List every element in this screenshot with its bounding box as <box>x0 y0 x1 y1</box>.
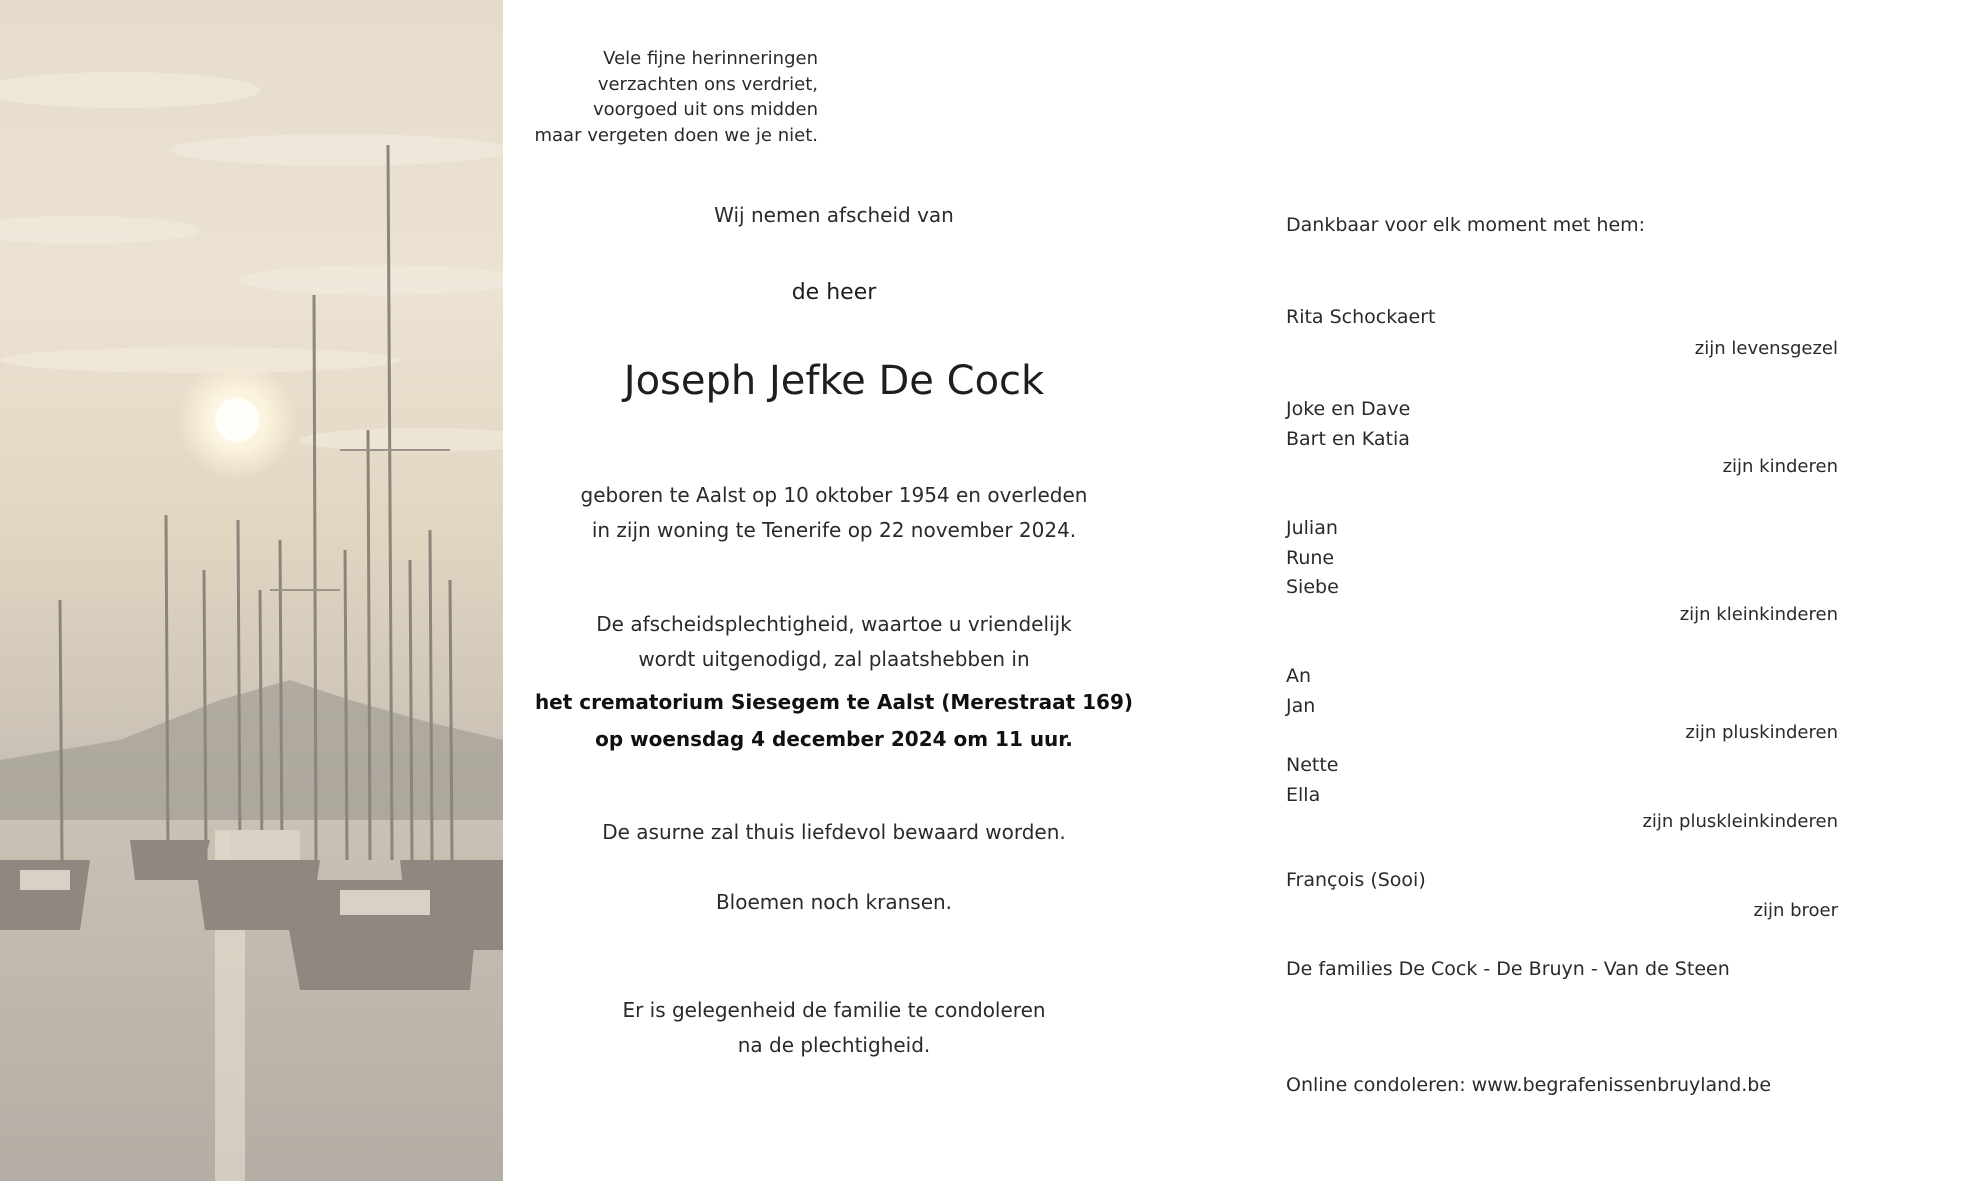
family-role: zijn pluskinderen <box>1685 722 1838 743</box>
birth-death-text <box>532 478 1136 548</box>
ceremony-place: het crematorium Siesegem te Aalst (Merestraat 169) <box>534 690 1134 714</box>
ceremony-text <box>532 607 1136 677</box>
poem <box>534 46 818 148</box>
thanks-heading: Dankbaar voor elk moment met hem: <box>1286 214 1646 236</box>
ceremony-date: op woensdag 4 december 2024 om 11 uur. <box>595 727 1073 751</box>
family-names <box>1286 395 1410 454</box>
family-role: zijn kinderen <box>1722 456 1838 477</box>
family-names <box>1286 514 1339 603</box>
poem-line: Vele fijne herinneringen <box>603 48 818 69</box>
harbor-sunset-image <box>0 0 503 1181</box>
condolence-line: na de plechtigheid. <box>737 1033 931 1057</box>
harbor-sunset-photo <box>0 0 503 1181</box>
flowers-text: Bloemen noch kransen. <box>715 890 953 914</box>
ceremony-location <box>532 684 1136 758</box>
family-name: Ella <box>1286 783 1321 806</box>
online-condolence: Online condoleren: www.begrafenissenbruyland.be <box>1286 1074 1772 1096</box>
salutation: de heer <box>791 280 877 305</box>
family-name: An <box>1286 665 1312 687</box>
ceremony-line: wordt uitgenodigd, zal plaatshebben in <box>638 647 1030 671</box>
death-line: in zijn woning te Tenerife op 22 november 2024. <box>591 518 1077 542</box>
family-name: Jan <box>1286 694 1316 717</box>
poem-line: voorgoed uit ons midden <box>593 99 818 120</box>
family-name: Joke en Dave <box>1286 398 1411 420</box>
condolence-line: Er is gelegenheid de familie te condoleren <box>622 998 1046 1022</box>
family-name: François (Sooi) <box>1286 869 1426 891</box>
family-name: Siebe <box>1286 576 1339 598</box>
family-name: Julian <box>1286 517 1338 539</box>
family-name: Nette <box>1286 754 1339 776</box>
family-name: Rune <box>1286 546 1335 569</box>
urn-text: De asurne zal thuis liefdevol bewaard worden. <box>602 820 1066 844</box>
family-role: zijn levensgezel <box>1694 338 1838 359</box>
family-role: zijn kleinkinderen <box>1679 604 1838 625</box>
deceased-name: Joseph Jefke De Cock <box>623 358 1045 404</box>
families-line: De families De Cock - De Bruyn - Van de Steen <box>1286 958 1730 980</box>
ceremony-line: De afscheidsplechtigheid, waartoe u vriendelijk <box>596 612 1072 636</box>
intro-text: Wij nemen afscheid van <box>714 203 954 227</box>
poem-line: verzachten ons verdriet, <box>597 73 818 95</box>
family-names <box>1286 662 1315 721</box>
family-name: Bart en Katia <box>1286 427 1410 450</box>
condolence-text <box>532 993 1136 1063</box>
family-role: zijn broer <box>1753 900 1838 921</box>
poem-line: maar vergeten doen we je niet. <box>534 124 818 146</box>
birth-line: geboren te Aalst op 10 oktober 1954 en overleden <box>580 483 1088 507</box>
family-names <box>1286 751 1339 810</box>
family-name: Rita Schockaert <box>1286 306 1436 328</box>
family-role: zijn pluskleinkinderen <box>1642 811 1838 832</box>
